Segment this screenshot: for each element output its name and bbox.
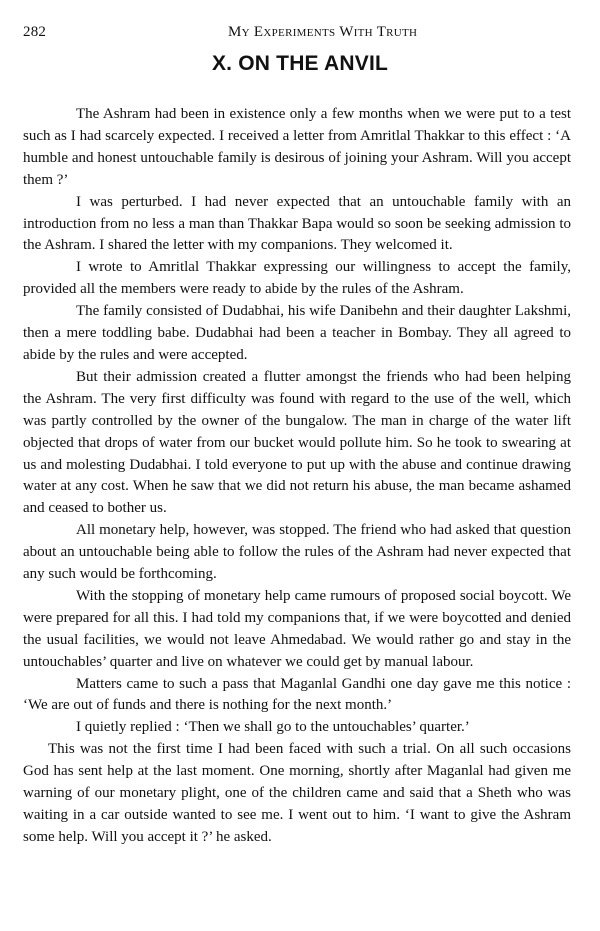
paragraph: I was perturbed. I had never expected that an untouchable family with an introduction from no less a man than Thakkar Bapa would so soon be seeking admission to the Ashram. I shared the letter with my companions. They welcomed it. [23,193,571,254]
paragraph: This was not the first time I had been faced with such a trial. On all such occasions God has sent help at the last moment. One morning, shortly after Maganlal had given me warning of our monetary plight, one of the children came and said that a Sheth who was waiting in a car outside wanted to see me. I went out to him. ‘I want to give the Ashram some help. Will you accept it ?’ he asked. [23,741,571,845]
paragraph: All monetary help, however, was stopped. The friend who had asked that question about an untouchable being able to follow the rules of the Ashram had never expected that any such would be forthcoming. [23,522,571,583]
paragraph: I wrote to Amritlal Thakkar expressing our willingness to accept the family, provided all the members were ready to abide by the rules of the Ashram. [23,259,571,298]
page-number: 282 [23,24,47,40]
paragraph: The Ashram had been in existence only a few months when we were put to a test such as I had scarcely expected. I received a letter from Amritlal Thakkar to this effect : ‘A humble and honest untouchable family is desirous of joining your Ashram. Will you accept them ?’ [23,106,571,188]
paragraph: With the stopping of monetary help came rumours of proposed social boycott. We were prepared for all this. I had told my companions that, if we were boycotted and denied the usual facilities, we would not leave Ahmedabad. We would rather go and stay in the untouchables’ quarter and live on whatever we could get by manual labour. [23,587,571,670]
paragraph: The family consisted of Dudabhai, his wife Danibehn and their daughter Lakshmi, then a mere toddling babe. Dudabhai had been a teacher in Bombay. They all agreed to abide by the rules and were accepted. [23,303,571,363]
running-head: My Experiments With Truth [228,24,418,40]
chapter-body [23,104,571,849]
paragraph: Matters came to such a pass that Maganlal Gandhi one day gave me this notice : ‘We are out of funds and there is nothing for the next month.’ [23,675,571,714]
page-header [20,14,580,44]
paragraph: I quietly replied : ‘Then we shall go to the untouchables’ quarter.’ [76,719,470,736]
paragraph: But their admission created a flutter amongst the friends who had been helping the Ashram. The very first difficulty was found with regard to the use of the well, which was partly controlled by the owner of the bungalow. The man in charge of the water lift objected that drops of water from our bucket would pollute him. So he took to swearing at us and molesting Dudabhai. I told everyone to put up with the abuse and continue drawing water at any cost. When he saw that we did not return his abuse, the man became ashamed and ceased to bother us. [23,368,571,517]
chapter-title: X. ON THE ANVIL [211,52,389,75]
